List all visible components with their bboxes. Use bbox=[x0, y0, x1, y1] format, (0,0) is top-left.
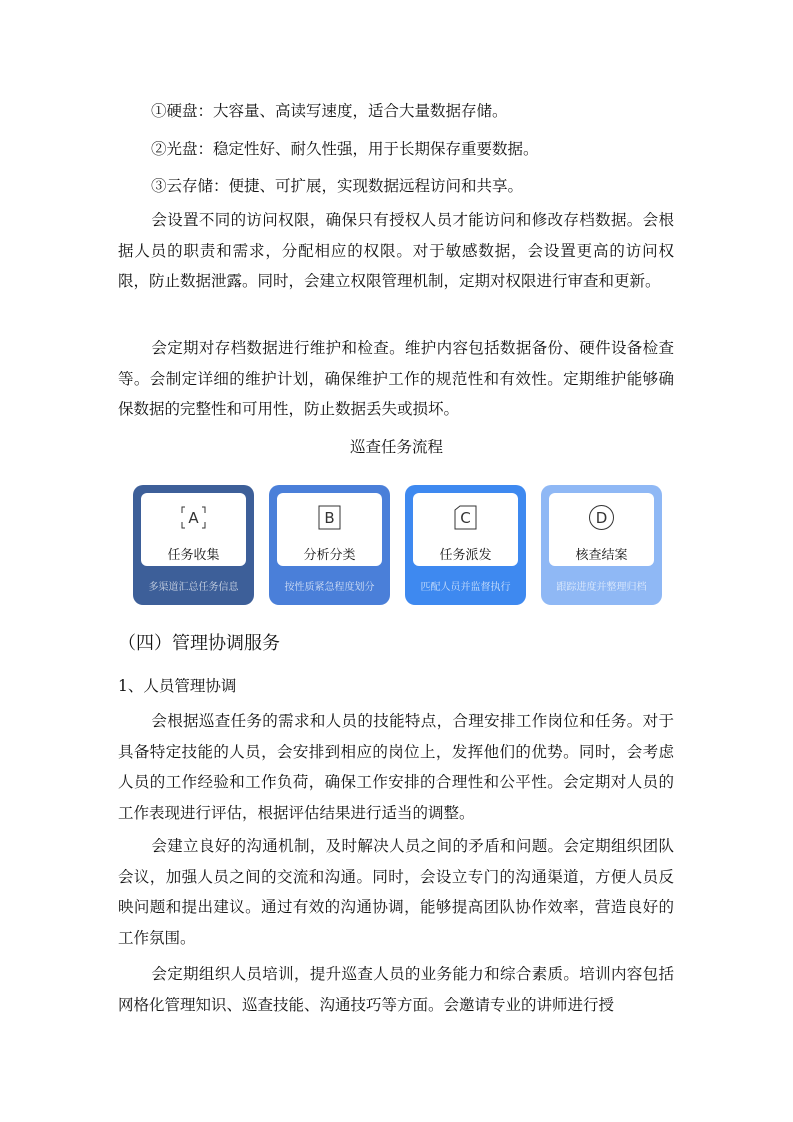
storage-item-optical: ②光盘：稳定性好、耐久性强，用于长期保存重要数据。 bbox=[151, 140, 539, 158]
flow-step-c bbox=[405, 485, 526, 605]
flow-step-d-desc: 跟踪进度并整理归档 bbox=[556, 582, 647, 593]
section-heading: （四）管理协调服务 bbox=[118, 633, 280, 654]
flow-step-c-letter: C bbox=[460, 508, 471, 527]
paragraph-training bbox=[118, 959, 674, 1020]
paragraph-people bbox=[118, 706, 674, 828]
paragraph-access-control-text: 会设置不同的访问权限，确保只有授权人员才能访问和修改存档数据。会根据人员的职责和需求，分配相应的权限。对于敏感数据，会设置更高的访问权限，防止数据泄露。同时，会建立权限管理机制，定期对权限进行审查和更新。 bbox=[118, 211, 674, 290]
flow-step-c-desc: 匹配人员并监督执行 bbox=[420, 582, 511, 593]
paragraph-training-text: 会定期组织人员培训，提升巡查人员的业务能力和综合素质。培训内容包括网格化管理知识、巡查技能、沟通技巧等方面。会邀请专业的讲师进行授 bbox=[118, 965, 674, 1014]
flow-step-b-panel bbox=[277, 493, 382, 566]
flow-title: 巡查任务流程 bbox=[349, 438, 443, 456]
flow-step-a bbox=[133, 485, 254, 605]
flow-step-d-panel bbox=[549, 493, 654, 566]
flow-step-b-desc: 按性质紧急程度划分 bbox=[284, 582, 375, 593]
paragraph-maintenance-text: 会定期对存档数据进行维护和检查。维护内容包括数据备份、硬件设备检查等。会制定详细的维护计划，确保维护工作的规范性和有效性。定期维护能够确保数据的完整性和可用性，防止数据丢失或损坏。 bbox=[118, 339, 674, 418]
flow-step-d-letter: D bbox=[595, 508, 608, 527]
flow-step-a-desc: 多渠道汇总任务信息 bbox=[148, 582, 239, 593]
flow-step-b bbox=[269, 485, 390, 605]
paragraph-access-control bbox=[118, 205, 674, 297]
letter-c-icon bbox=[451, 504, 480, 531]
paragraph-maintenance bbox=[118, 333, 674, 425]
flow-step-d-label: 核查结案 bbox=[575, 548, 628, 563]
letter-b-icon bbox=[315, 504, 344, 531]
flow-step-a-letter: A bbox=[188, 508, 199, 527]
paragraph-people-text: 会根据巡查任务的需求和人员的技能特点，合理安排工作岗位和任务。对于具备特定技能的人员，会安排到相应的岗位上，发挥他们的优势。同时，会考虑人员的工作经验和工作负荷，确保工作安排的合理性和公平性。会定期对人员的工作表现进行评估，根据评估结果进行适当的调整。 bbox=[118, 712, 674, 822]
flow-step-b-label: 分析分类 bbox=[303, 548, 356, 563]
flow-step-a-label: 任务收集 bbox=[167, 548, 220, 563]
paragraph-communication bbox=[118, 831, 674, 953]
flow-step-d bbox=[541, 485, 662, 605]
letter-d-icon bbox=[587, 504, 616, 531]
flow-step-c-label: 任务派发 bbox=[439, 548, 492, 563]
letter-a-icon bbox=[179, 504, 208, 531]
paragraph-communication-text: 会建立良好的沟通机制，及时解决人员之间的矛盾和问题。会定期组织团队会议，加强人员之间的交流和沟通。同时，会设立专门的沟通渠道，方便人员反映问题和提出建议。通过有效的沟通协调，能够提高团队协作效率，营造良好的工作氛围。 bbox=[118, 837, 674, 947]
sub-heading: 1、人员管理协调 bbox=[118, 677, 237, 695]
flow-step-a-panel bbox=[141, 493, 246, 566]
storage-item-cloud: ③云存储：便捷、可扩展，实现数据远程访问和共享。 bbox=[151, 177, 524, 195]
storage-item-hdd: ①硬盘：大容量、高读写速度，适合大量数据存储。 bbox=[151, 102, 508, 120]
flow-step-c-panel bbox=[413, 493, 518, 566]
flow-step-b-letter: B bbox=[324, 508, 335, 527]
